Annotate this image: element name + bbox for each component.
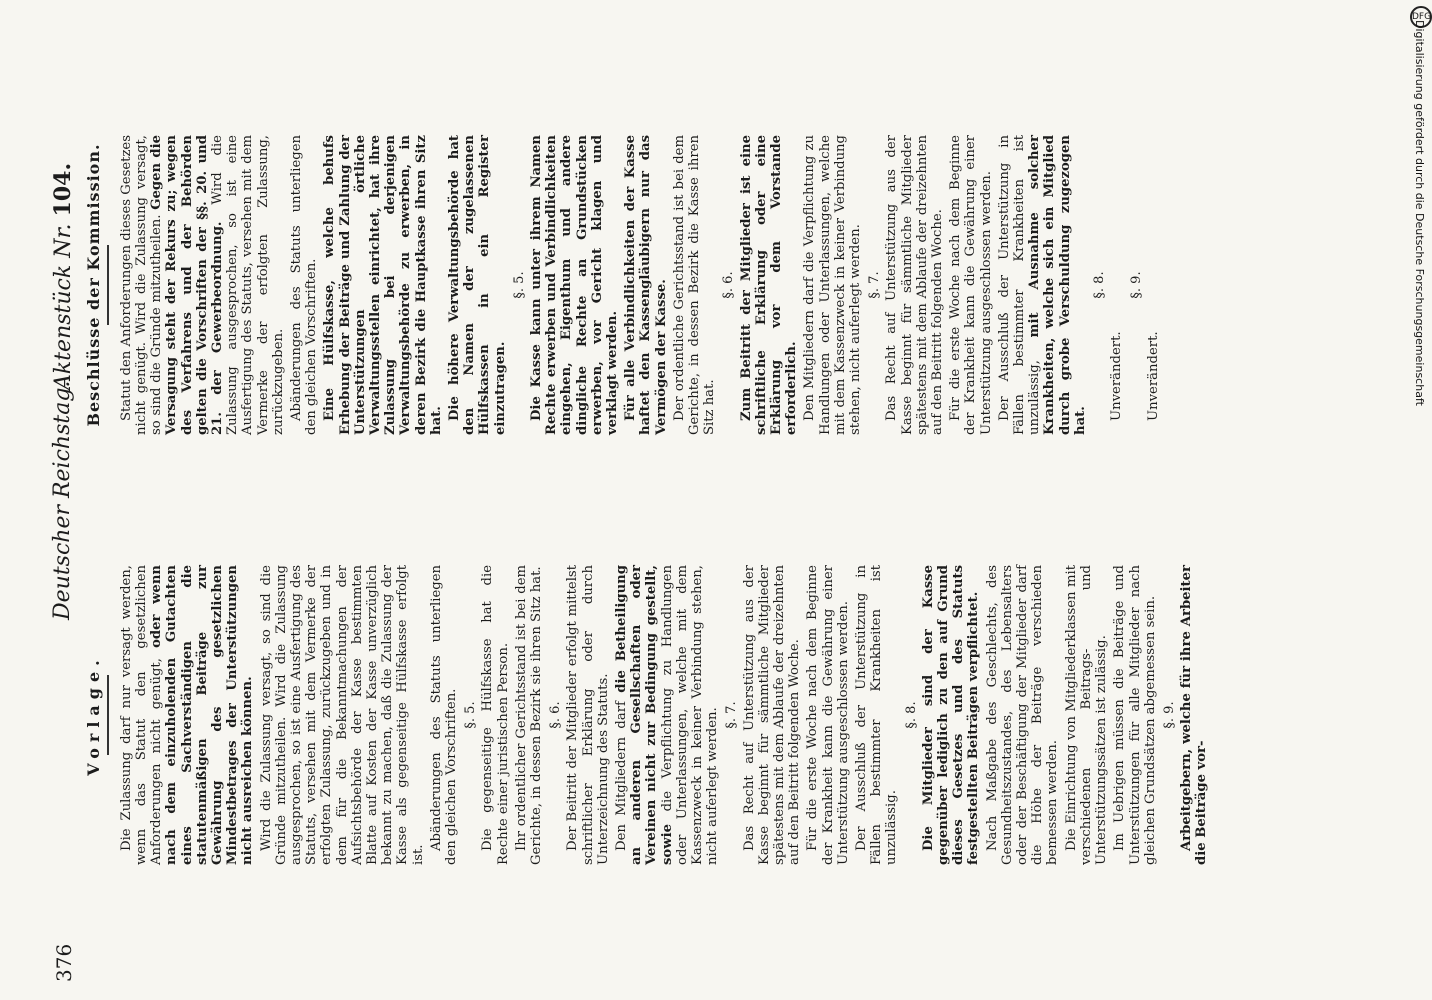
paragraph: Die höhere Verwaltungsbehörde hat den Namen der zugelassenen Hülfskassen in ein Register einzutragen. [446, 135, 508, 435]
section-heading: §. 6. [548, 701, 564, 729]
paragraph: Der Ausschluß der Unterstützung in Fällen bestimmter Krankheiten ist unzulässig. [854, 565, 900, 865]
paragraph: Für alle Verbindlichkeiten der Kasse haftet den Kassengläubigern nur das Vermögen der Kasse. [623, 135, 669, 435]
paragraph: Nach Maßgabe des Geschlechts, des Gesundheitszustandes, des Lebensalters oder der Beschäftigung der Mitglieder darf die Höhe der Beiträge verschieden bemessen werden. [984, 565, 1061, 865]
section-heading: §. 9. [1161, 701, 1177, 729]
paragraph: Unverändert. [1145, 331, 1161, 421]
paragraph: Für die erste Woche nach dem Beginne der Krankheit kann die Gewährung einer Unterstützung ausgeschlossen werden. [948, 135, 994, 435]
title-rule [107, 245, 109, 325]
header-aktenstueck-label: Aktenstück Nr. [51, 223, 76, 390]
paragraph: Den Mitgliedern darf die Betheiligung an anderen Gesellschaften oder Vereinen nicht zur Bedingung gestellt, sowie die Verpflichtung zu Handlungen oder Unterlassungen, welche mit dem Kassenzweck in keiner Verbindung stehen, nicht auferlegt werden. [614, 565, 721, 865]
title-rule [107, 675, 109, 755]
digitization-note-text: Digitalisierung gefördert durch die Deutsche Forschungsgemeinschaft [1413, 20, 1426, 406]
paragraph: Die Einrichtung von Mitgliederklassen mit verschiedenen Beitrags- und Unterstützungssätzen ist zulässig. [1063, 565, 1110, 865]
paragraph: Der Beitritt der Mitglieder erfolgt mittelst schriftlicher Erklärung oder durch Unterzeichnung des Statuts. [565, 565, 611, 865]
column-title-vorlage: Vorlage. [84, 654, 103, 776]
paragraph: Den Mitgliedern darf die Verpflichtung zu Handlungen oder Unterlassungen, welche mit dem Kassenzweck in keiner Verbindung stehen, nicht auferlegt werden. [802, 135, 864, 435]
digitization-note [1404, 20, 1432, 980]
paragraph: Die Kasse kann unter ihrem Namen Rechte erwerben und Verbindlichkeiten eingehen, Eigenthum und andere dingliche Rechte an Grundstücken erwerben, vor Gericht klagen und verklagt werden. [528, 135, 620, 435]
section-heading: §. 8. [903, 701, 919, 729]
paragraph: Abänderungen des Statuts unterliegen den gleichen Vorschriften. [288, 135, 320, 435]
header-aktenstueck [50, 163, 76, 390]
paragraph: Die Zulassung darf nur versagt werden, wenn das Statut den gesetzlichen Anforderungen nicht genügt, oder wenn nach dem einzuholenden Gutachten eines Sachverständigen die statutenmäßigen Beiträge zur Gewährung des gesetzlichen Mindestbetrages der Unterstützungen nicht ausreichen können. [118, 565, 256, 865]
paragraph: Statut den Anforderungen dieses Gesetzes nicht genügt. Wird die Zulassung versagt, so sind die Gründe mitzutheilen. Gegen die Versagung steht der Rekurs zu; wegen des Verfahrens und der Behörden gelten die Vorschriften der §§. 20. und 21. der Gewerbeordnung. Wird die Zulassung ausgesprochen, so ist eine Ausfertigung des Statuts, versehen mit dem Vermerke der erfolgten Zulassung, zurückzugeben. [118, 135, 286, 435]
paragraph: Im Uebrigen müssen die Beiträge und Unterstützungen für alle Mitglieder nach gleichen Grundsätzen abgemessen sein. [1112, 565, 1158, 865]
paragraph: Das Recht auf Unterstützung aus der Kasse beginnt für sämmtliche Mitglieder spätestens mit dem Ablaufe der dreizehnten auf den Beitritt folgenden Woche. [884, 135, 946, 435]
section-heading: §. 6. [721, 271, 737, 299]
paragraph: Unverändert. [1109, 331, 1125, 421]
paragraph: Abänderungen des Statuts unterliegen den gleichen Vorschriften. [428, 565, 459, 865]
paragraph: Arbeitgebern, welche für ihre Arbeiter die Beiträge vor- [1179, 565, 1210, 865]
section-heading: §. 7. [867, 271, 883, 299]
page-number: 376 [52, 943, 76, 982]
paragraph: Der ordentliche Gerichtsstand ist bei dem Gerichte, in dessen Bezirk die Kasse ihren Sitz hat. [671, 135, 718, 435]
dfg-logo-icon: DFG [1410, 6, 1432, 28]
column-beschluesse [86, 135, 1164, 435]
section-heading: §. 9. [1128, 271, 1144, 299]
paragraph: Die Mitglieder sind der Kasse gegenüber lediglich zu den auf Grund dieses Gesetzes und des Statuts festgestellten Beiträgen verpflichtet. [920, 565, 982, 865]
section-heading: §. 7. [724, 701, 740, 729]
header-reichstag: Deutscher Reichstag. [50, 380, 75, 620]
paragraph: Zum Beitritt der Mitglieder ist eine schriftliche Erklärung oder eine Erklärung vor dem Vorstande erforderlich. [738, 135, 800, 435]
section-heading: §. 8. [1092, 271, 1108, 299]
paragraph: Wird die Zulassung versagt, so sind die Gründe mitzutheilen. Wird die Zulassung ausgesprochen, so ist eine Ausfertigung des Statuts, versehen mit dem Vermerke der erfolgten Zulassung, zurückzugeben und in dem für die Bekanntmachungen der Aufsichtsbehörde der Kasse bestimmten Blatte auf Kosten der Kasse unverzüglich bekannt zu machen, daß die Zulassung der Kasse als gegenseitige Hülfskasse erfolgt ist. [258, 565, 426, 865]
header-aktenstueck-number: 104. [50, 162, 76, 217]
paragraph: Für die erste Woche nach dem Beginne der Krankheit kann die Gewährung einer Unterstützung ausgeschlossen werden. [805, 565, 851, 865]
paragraph: Ihr ordentlicher Gerichtsstand ist bei dem Gerichte, in dessen Bezirk sie ihren Sitz hat. [513, 565, 544, 865]
column-title-beschluesse: Beschlüsse der Kommission. [84, 143, 103, 427]
paragraph: Der Ausschluß der Unterstützung in Fällen bestimmter Krankheiten ist unzulässig, mit Ausnahme solcher Krankheiten, welche sich ein Mitglied durch grobe Verschuldung zugezogen hat. [996, 135, 1088, 435]
section-heading: §. 5. [463, 701, 479, 729]
paragraph: Eine Hülfskasse, welche behufs Erhebung der Beiträge und Zahlung der Unterstützungen örtliche Verwaltungsstellen einrichtet, hat ihre Zulassung bei derjenigen Verwaltungsbehörde zu erwerben, in deren Bezirk die Hauptkasse ihren Sitz hat. [322, 135, 444, 435]
paragraph: Die gegenseitige Hülfskasse hat die Rechte einer juristischen Person. [480, 565, 511, 865]
section-heading: §. 5. [511, 271, 527, 299]
paragraph: Das Recht auf Unterstützung aus der Kasse beginnt für sämmtliche Mitglieder spätestens mit dem Ablaufe der dreizehnten auf den Beitritt folgenden Woche. [741, 565, 803, 865]
column-vorlage [86, 565, 1213, 865]
